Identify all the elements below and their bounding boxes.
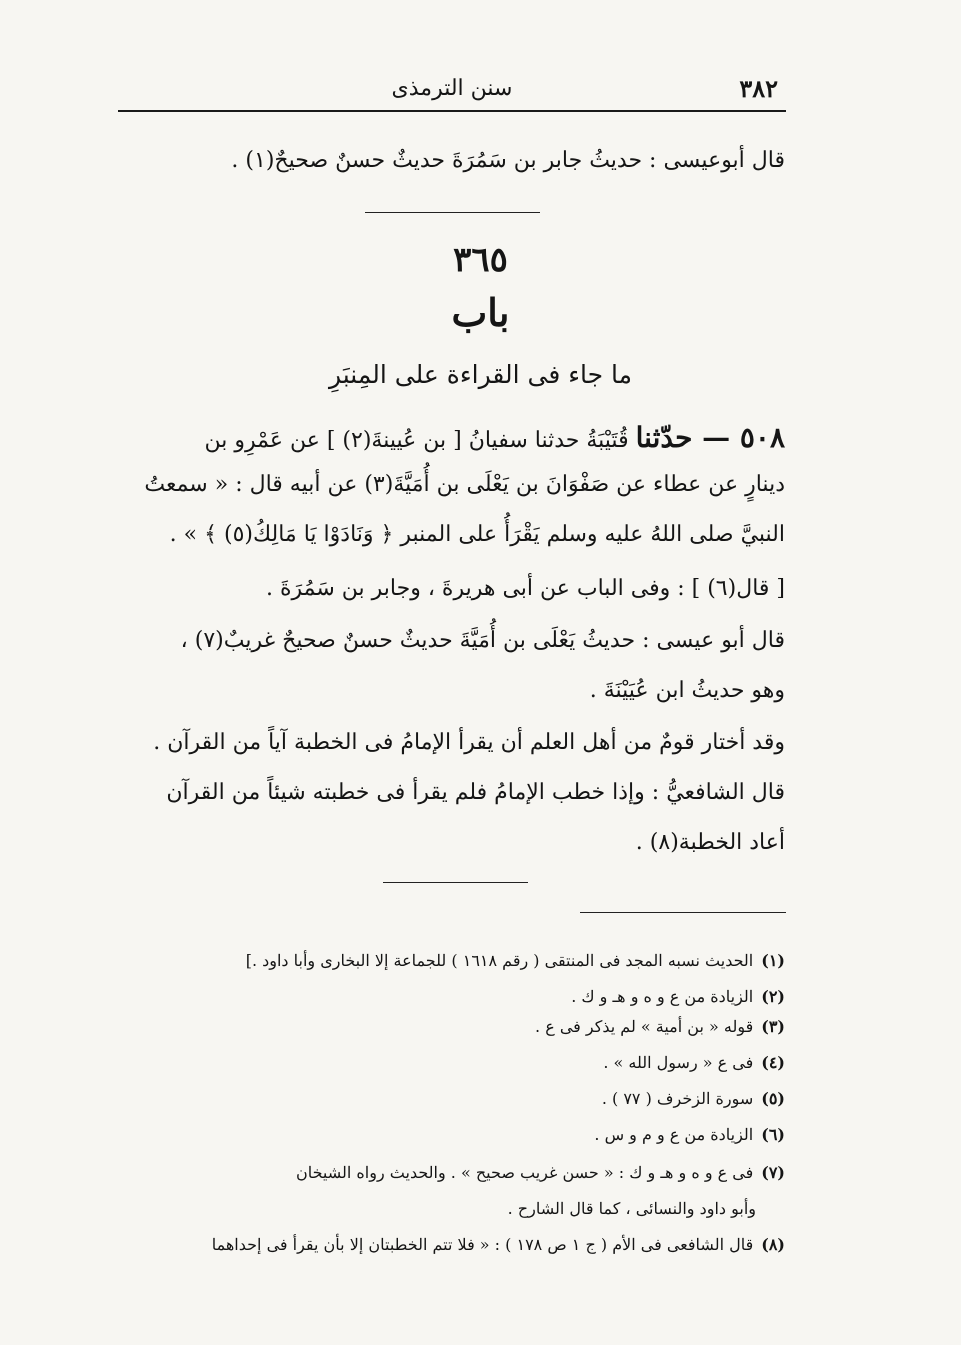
footnote: (٨)قال الشافعى فى الأم ( ج ١ ص ١٧٨ ) : « فلا تتم الخطبتان إلا بأن يقرأ فى إحداهما <box>211 1235 785 1254</box>
hadith-line: وقد أختار قومٌ من أهل العلم أن يقرأ الإمامُ فى الخطبة آياً من القرآن . <box>153 730 785 755</box>
footnote: (٤)فى ع « رسول الله » . <box>603 1053 785 1072</box>
chapter-heading: باب <box>451 290 510 335</box>
hadith-first-line <box>118 421 785 454</box>
hadith-line: [ قال(٦) ] : وفى الباب عن أبى هريرةَ ، وجابر بن سَمُرَةَ . <box>266 576 785 601</box>
hadith-line: أعاد الخطبة(٨) . <box>635 830 785 855</box>
footnote: (٧)فى ع و ه و هـ و ك : « حسن غريب صحيح » . والحديث رواه الشيخان <box>295 1163 785 1182</box>
page-header <box>118 64 786 112</box>
hadith-line: وهو حديثُ ابن عُيَيْنَةَ . <box>589 678 785 703</box>
footnote-rule <box>580 912 786 913</box>
footnote: (٢)الزيادة من ع و ه و هـ و ك . <box>571 987 785 1006</box>
separator-rule <box>365 212 540 213</box>
page-number: ٣٨٢ <box>739 74 778 103</box>
section-number: ٣٦٥ <box>453 240 508 280</box>
hadith-line: النبيَّ صلى اللهُ عليه وسلم يَقْرَأُ على المنبر ﴿ وَنَادَوْا يَا مَالِكُ(٥) ﴾ » . <box>169 522 785 547</box>
chapter-title: ما جاء فى القراءة على المِنبَرِ <box>328 360 633 389</box>
hadith-line: دينارٍ عن عطاء عن صَفْوَانَ بن يَعْلَى بن أُمَيَّةَ(٣) عن أبيه قال : « سمعتُ <box>144 472 785 497</box>
footnote: (٦)الزيادة من ع و م و س . <box>594 1125 785 1144</box>
hadith-line: قال أبو عيسى : حديثُ يَعْلَى بن أُمَيَّةَ حديثٌ حسنٌ صحيحٌ غريبٌ(٧) ، <box>180 628 785 653</box>
hadith-line: قال الشافعيُّ : وإذا خطب الإمامُ فلم يقرأ فى خطبته شيئاً من القرآن <box>166 780 785 805</box>
footnote: (١)الحديث نسبه المجد فى المنتقى ( رقم ١٦١٨ ) للجماعة إلا البخارى وأبا داود .] <box>245 951 785 970</box>
intro-line: قال أبوعيسى : حديثُ جابر بن سَمُرَةَ حديثٌ حسنٌ صحيحٌ(١) . <box>231 148 785 173</box>
hadith-number: ٥٠٨ — حدّثنا <box>635 421 785 454</box>
footnote: (٣)قوله « بن أمية » لم يذكر فى ع . <box>535 1017 785 1036</box>
footnote-continuation: وأبو داود والنسائى ، كما قال الشارح . <box>507 1199 756 1218</box>
footnote: (٥)سورة الزخرف ( ٧٧ ) . <box>601 1089 785 1108</box>
hadith-line: قُتَيْبَةُ حدثنا سفيانُ [ بن عُيينةَ(٢) ] عن عَمْرِو بن <box>204 428 629 453</box>
running-title: سنن الترمذى <box>391 76 513 101</box>
separator-rule <box>383 882 528 883</box>
